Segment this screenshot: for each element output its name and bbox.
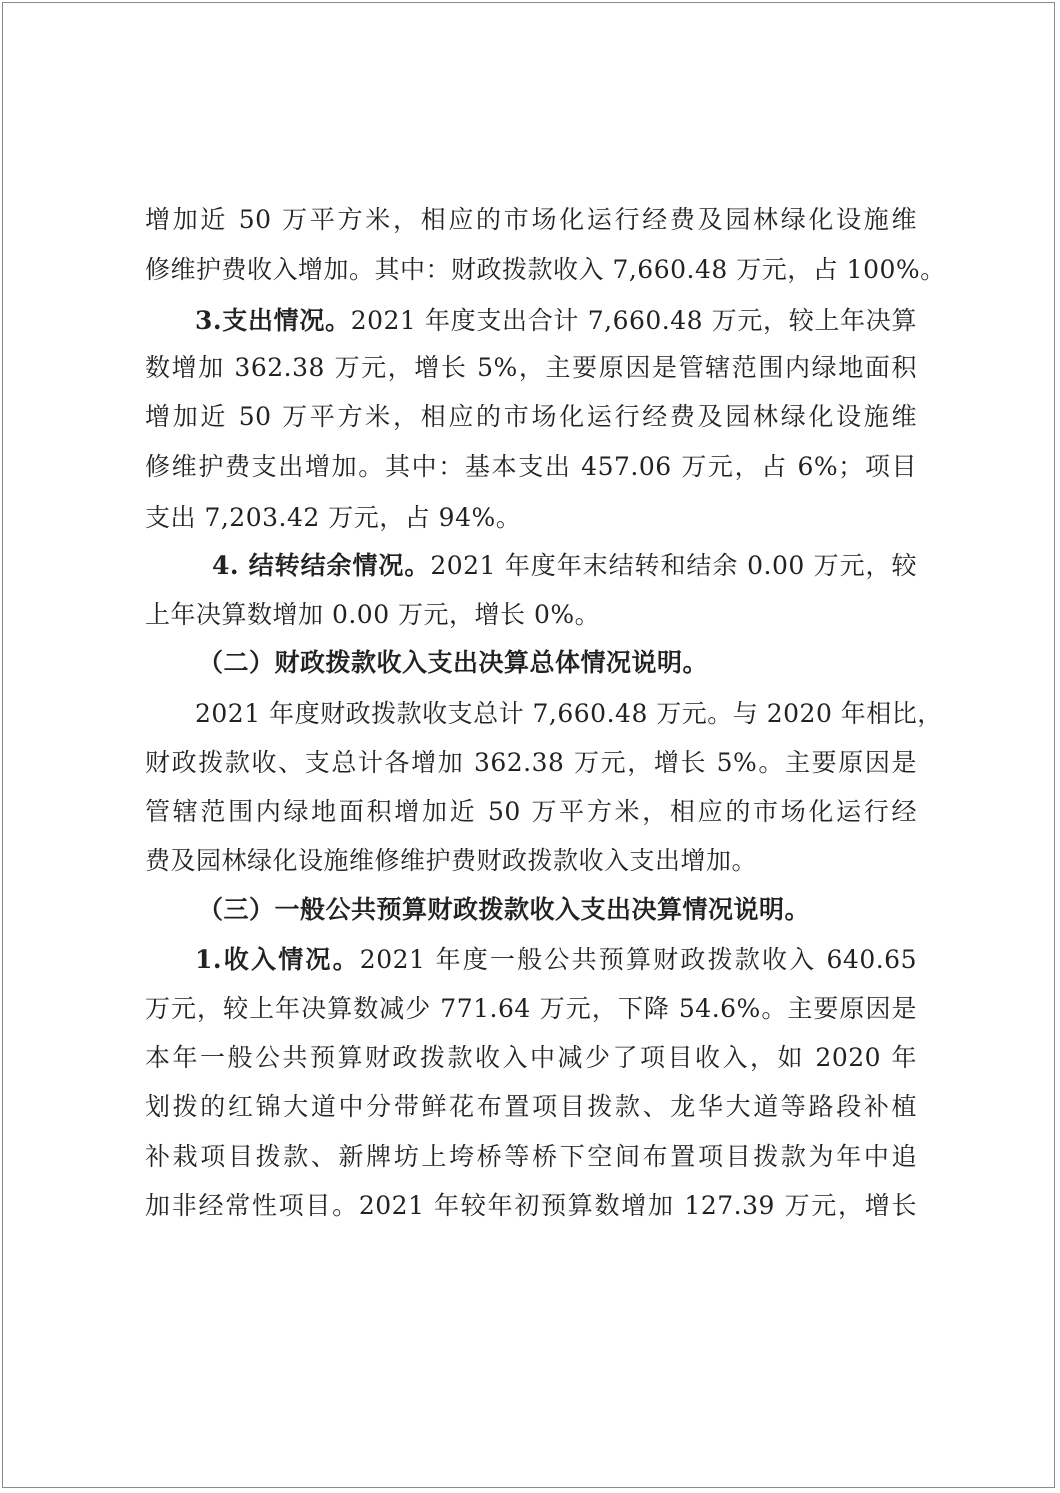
text-line: 上年决算数增加 0.00 万元，增长 0%。 xyxy=(145,600,601,629)
text-line: 2021 年度支出合计 7,660.48 万元，较上年决算 xyxy=(350,306,917,335)
text-line: 管辖范围内绿地面积增加近 50 万平方米，相应的市场化运行经 xyxy=(145,797,917,826)
text-line: 财政拨款收、支总计各增加 362.38 万元，增长 5%。主要原因是 xyxy=(145,748,917,777)
section-paragraph-expenditure xyxy=(195,296,917,346)
section-heading-3: （三）一般公共预算财政拨款收入支出决算情况说明。 xyxy=(198,895,811,924)
text-line: 2021 年度财政拨款收支总计 7,660.48 万元。与 2020 年相比， xyxy=(195,699,943,728)
text-line: 2021 年度年末结转和结余 0.00 万元，较 xyxy=(430,551,917,580)
text-line: 万元，较上年决算数减少 771.64 万元，下降 54.6%。主要原因是 xyxy=(145,994,917,1023)
section-heading: 4. 结转结余情况。 xyxy=(212,551,431,580)
text-line: 修维护费支出增加。其中：基本支出 457.06 万元，占 6%；项目 xyxy=(145,452,917,481)
text-line: 数增加 362.38 万元，增长 5%，主要原因是管辖范围内绿地面积 xyxy=(145,353,917,382)
section-heading: 3.支出情况。 xyxy=(195,306,351,335)
section-heading: 1.收入情况。 xyxy=(195,945,360,974)
text-line: 加非经常性项目。2021 年较年初预算数增加 127.39 万元，增长 xyxy=(145,1191,917,1220)
text-line: 本年一般公共预算财政拨款收入中减少了项目收入，如 2020 年 xyxy=(145,1043,917,1072)
text-line: 2021 年度一般公共预算财政拨款收入 640.65 xyxy=(359,945,917,974)
text-line: 增加近 50 万平方米，相应的市场化运行经费及园林绿化设施维 xyxy=(145,402,917,431)
section-paragraph-carryover xyxy=(212,541,917,591)
section-paragraph-income xyxy=(195,935,917,985)
text-line: 补栽项目拨款、新牌坊上垮桥等桥下空间布置项目拨款为年中追 xyxy=(145,1142,917,1171)
text-line: 修维护费收入增加。其中：财政拨款收入 7,660.48 万元，占 100%。 xyxy=(145,255,946,284)
text-line: 支出 7,203.42 万元，占 94%。 xyxy=(145,503,522,532)
text-line: 费及园林绿化设施维修维护费财政拨款收入支出增加。 xyxy=(145,846,758,875)
section-heading-2: （二）财政拨款收入支出决算总体情况说明。 xyxy=(198,648,709,677)
text-line: 划拨的红锦大道中分带鲜花布置项目拨款、龙华大道等路段补植 xyxy=(145,1092,917,1121)
text-line: 增加近 50 万平方米，相应的市场化运行经费及园林绿化设施维 xyxy=(145,205,917,234)
